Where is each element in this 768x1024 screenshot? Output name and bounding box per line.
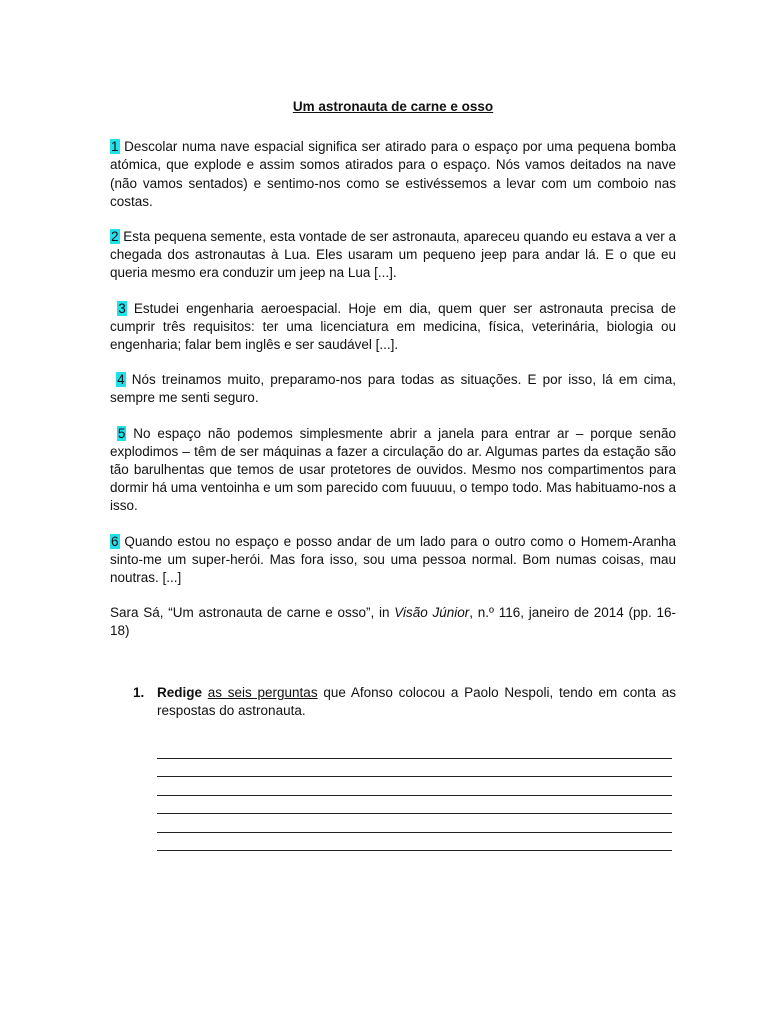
question-rest: que Afonso colocou a Paolo Nespoli, tendo em conta as respostas do astronauta.: [157, 685, 676, 719]
question-verb: Redige: [157, 685, 203, 700]
source-prefix: Sara Sá, “Um astronauta de carne e osso”, in: [110, 605, 395, 621]
paragraph-text: Quando estou no espaço e posso andar de um lado para o outro como o Homem-Aranha sinto-me um super-herói. Mas fora isso, sou uma pessoa normal. Bom numas coisas, mau noutras. [...]: [110, 533, 676, 586]
answer-line[interactable]: [157, 759, 672, 778]
answer-line[interactable]: [157, 740, 672, 759]
paragraph-1: [110, 138, 676, 211]
question-number: 1.: [133, 685, 145, 700]
paragraph-text: Nós treinamos muito, preparamo-nos para todas as situações. E por isso, lá em cima, sempre me senti seguro.: [110, 372, 676, 406]
answer-lines: [157, 740, 672, 851]
answer-line[interactable]: [157, 833, 672, 852]
paragraph-text: Esta pequena semente, esta vontade de ser astronauta, apareceu quando eu estava a ver a chegada dos astronautas à Lua. Eles usaram um pequeno jeep para andar lá. E o que eu queria mesmo era conduzir um jeep na Lua [...].: [110, 229, 676, 281]
paragraph-number: 3: [118, 300, 126, 316]
question-1: [133, 684, 676, 720]
paragraph-text: Estudei engenharia aeroespacial. Hoje em dia, quem quer ser astronauta precisa de cumprir três requisitos: ter uma licenciatura em medicina, física, veterinária, biologia ou engenharia; falar bem inglês e ser saudável [...].: [110, 300, 676, 353]
paragraph-3: [110, 300, 676, 355]
paragraph-text: No espaço não podemos simplesmente abrir a janela para entrar ar – porque senão explodimos – têm de ser máquinas a fazer a circulação do ar. Algumas partes da estação são tão barulhentas que temos de usar protetores de ouvidos. Mesmo nos compartimentos para dormir há uma ventoinha e um som parecido com fuuuuu, o tempo todo. Mas habituamo-nos a isso.: [110, 425, 676, 514]
source-publication: Visão Júnior: [394, 605, 470, 621]
paragraph-number: 2: [111, 229, 119, 245]
answer-line[interactable]: [157, 796, 672, 815]
paragraph-6: [110, 533, 676, 588]
paragraph-number: 5: [117, 425, 126, 441]
paragraph-text: Descolar numa nave espacial significa ser atirado para o espaço por uma pequena bomba atómica, que explode e assim somos atirados para o espaço. Nós vamos deitados na nave (não vamos sentados) e sentimo-nos como se estivéssemos a levar com um comboio nas costas.: [110, 139, 676, 209]
document-body: [110, 98, 676, 641]
paragraph-number: 1: [111, 139, 119, 155]
paragraph-number: 4: [117, 372, 125, 388]
paragraph-4: [110, 371, 676, 407]
document-title: Um astronauta de carne e osso: [292, 99, 494, 114]
answer-line[interactable]: [157, 777, 672, 796]
paragraph-number: 6: [111, 533, 119, 549]
question-text: [157, 684, 676, 720]
paragraph-5: [110, 425, 676, 516]
question-underlined: as seis perguntas: [207, 685, 318, 700]
source-suffix: , n.º 116, janeiro de 2014 (pp. 16-18): [110, 605, 676, 639]
answer-line[interactable]: [157, 814, 672, 833]
paragraph-2: [110, 228, 676, 283]
source-citation: [110, 604, 676, 640]
